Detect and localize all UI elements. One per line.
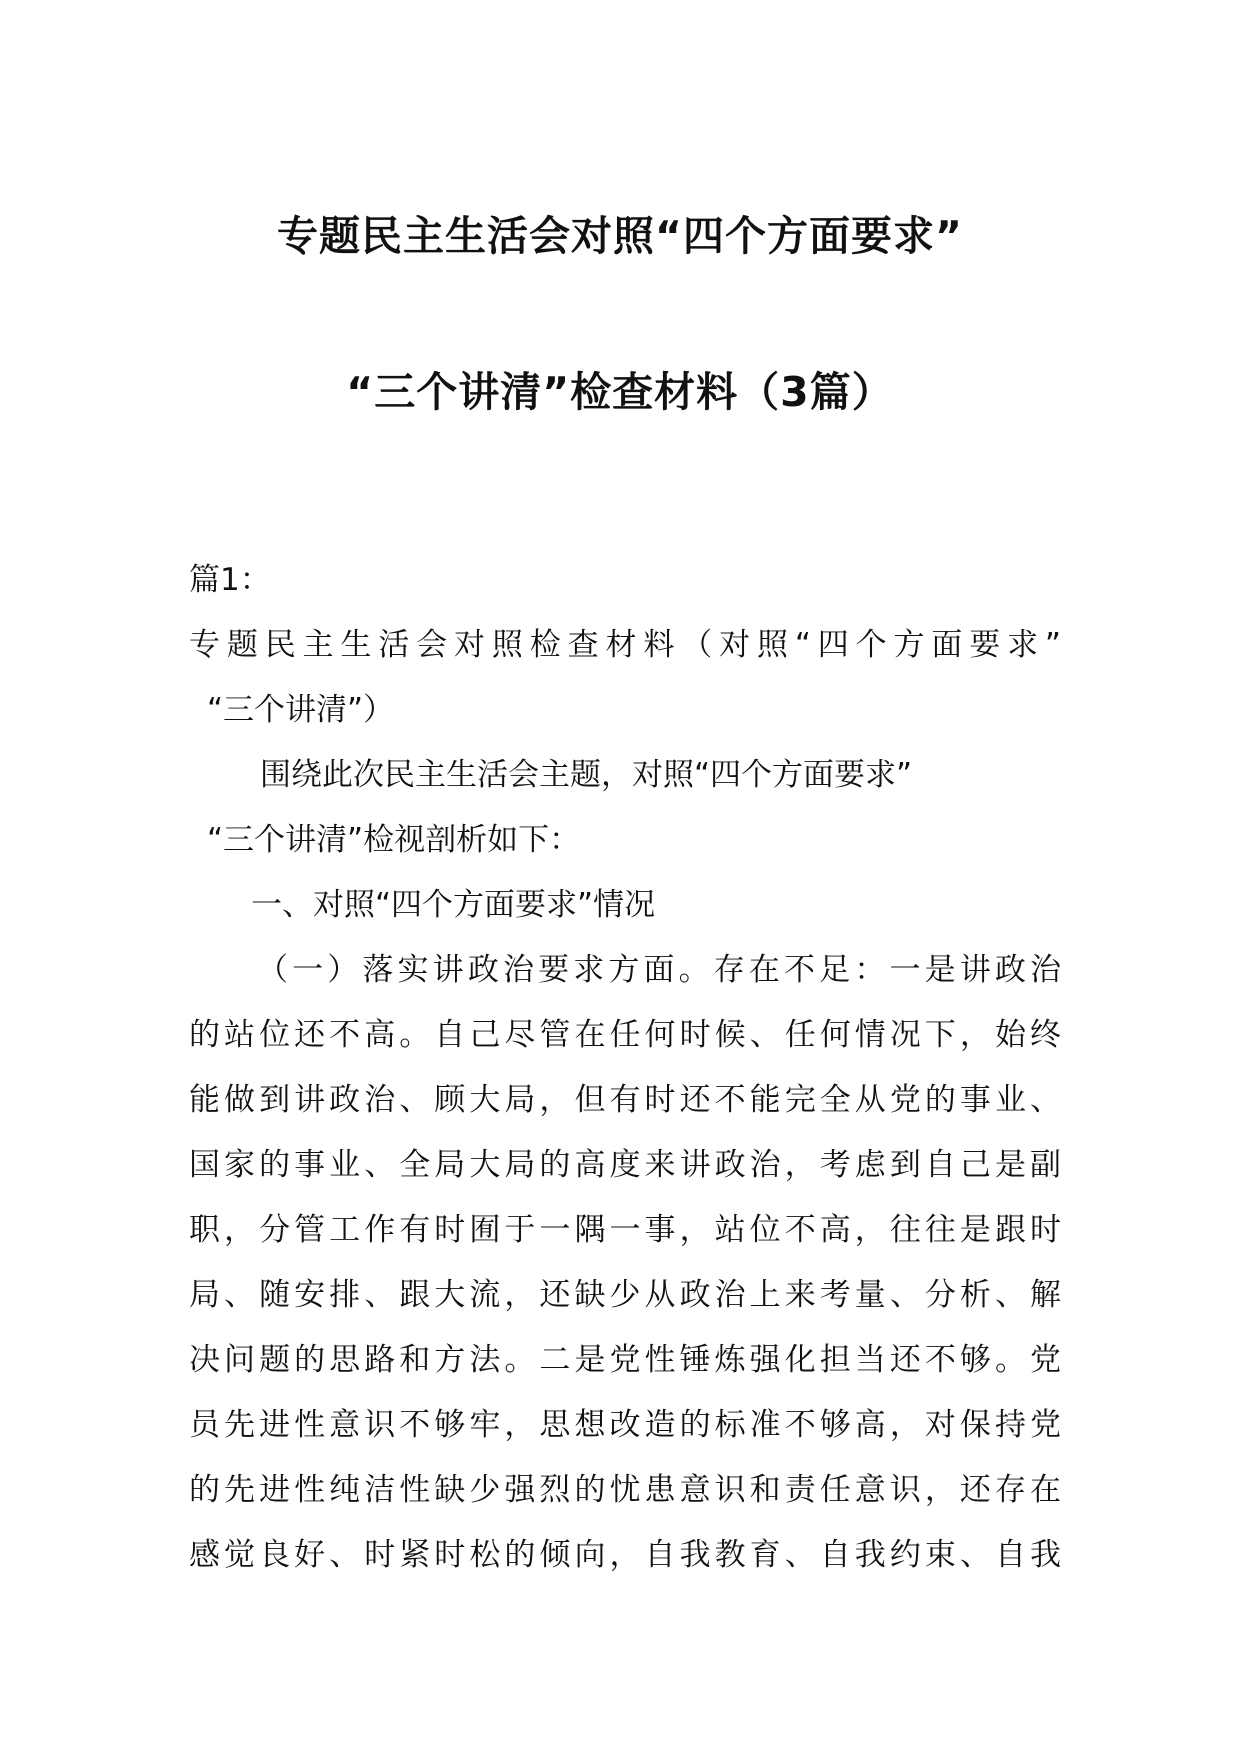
paragraph-line: 的站位还不高。自己尽管在任何时候、任何情况下，始终 — [189, 1017, 1061, 1053]
paragraph-line: 国家的事业、全局大局的高度来讲政治，考虑到自己是副 — [189, 1147, 1061, 1183]
paragraph-line: 围绕此次民主生活会主题，对照“四个方面要求” — [260, 757, 913, 793]
paragraph-line: 的先进性纯洁性缺少强烈的忧患意识和责任意识，还存在 — [189, 1472, 1061, 1508]
document-title-line-2: “三个讲清”检查材料（3篇） — [346, 368, 894, 416]
paragraph-line: 局、随安排、跟大流，还缺少从政治上来考量、分析、解 — [189, 1277, 1061, 1313]
document-body — [189, 548, 1061, 1588]
document-title-line-1: 专题民主生活会对照“四个方面要求” — [277, 212, 963, 260]
paragraph-line: （一）落实讲政治要求方面。存在不足：一是讲政治 — [257, 952, 1061, 988]
subtitle-line-2: “三个讲清”） — [207, 692, 395, 728]
paragraph-line: “三个讲清”检视剖析如下： — [207, 822, 581, 858]
section-heading: 一、对照“四个方面要求”情况 — [251, 887, 656, 923]
paragraph-line: 员先进性意识不够牢，思想改造的标准不够高，对保持党 — [189, 1407, 1061, 1443]
subtitle-line-1: 专题民主生活会对照检查材料（对照“四个方面要求” — [189, 627, 1061, 663]
section-label: 篇1： — [189, 562, 271, 598]
paragraph-line: 能做到讲政治、顾大局，但有时还不能完全从党的事业、 — [189, 1082, 1061, 1118]
paragraph-line: 感觉良好、时紧时松的倾向，自我教育、自我约束、自我 — [189, 1537, 1061, 1573]
paragraph-line: 决问题的思路和方法。二是党性锤炼强化担当还不够。党 — [189, 1342, 1061, 1378]
paragraph-line: 职，分管工作有时囿于一隅一事，站位不高，往往是跟时 — [189, 1212, 1061, 1248]
